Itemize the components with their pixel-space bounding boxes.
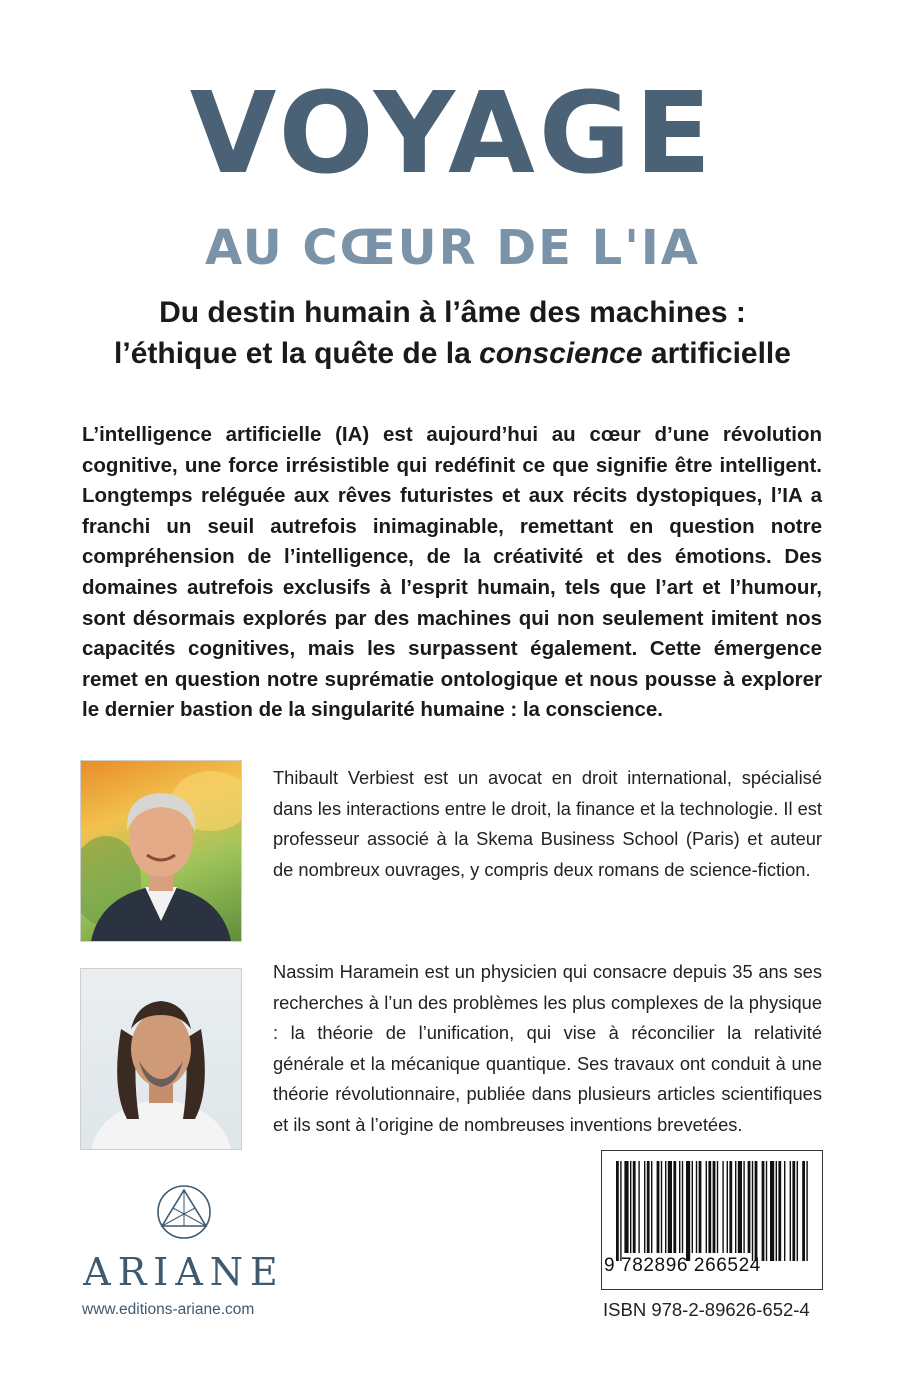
- tagline: [40, 292, 865, 374]
- barcode-bar: [673, 1161, 676, 1253]
- barcode-bar: [762, 1161, 765, 1261]
- barcode-bar: [620, 1161, 621, 1261]
- barcode-bar: [644, 1161, 645, 1253]
- publisher-website: www.editions-ariane.com: [82, 1301, 255, 1318]
- barcode-bar: [679, 1161, 680, 1253]
- barcode-bar: [790, 1161, 791, 1261]
- barcode-bar: [802, 1161, 805, 1261]
- publisher-name: ARIANE: [83, 1250, 285, 1294]
- author-photo-verbiest: [80, 760, 242, 942]
- portrait-verbiest-image: [81, 761, 241, 941]
- tagline-part-b: artificielle: [642, 337, 791, 370]
- barcode-bar: [682, 1161, 683, 1253]
- author-bio-verbiest: Thibault Verbiest est un avocat en droit international, spécialisé dans les interactions entre le droit, la finance et la technologie. Il est professeur associé à la Skema Business School (Paris) et auteur de nombreux ouvrages, y compris deux romans de science-fiction.: [273, 767, 822, 880]
- barcode-bar: [797, 1161, 798, 1261]
- barcode-bar: [743, 1161, 744, 1253]
- barcode-bar: [638, 1161, 639, 1253]
- barcode-bar: [661, 1161, 662, 1253]
- barcode-bar: [651, 1161, 652, 1253]
- barcode-bar: [686, 1161, 690, 1261]
- barcode-bar: [755, 1161, 758, 1261]
- barcode-bar: [729, 1161, 732, 1253]
- barcode-bar: [727, 1161, 728, 1253]
- barcode-bar: [722, 1161, 723, 1253]
- tagline-emphasis: conscience: [479, 337, 643, 370]
- barcode-bar: [630, 1161, 631, 1253]
- barcode-bar: [752, 1161, 753, 1261]
- barcode-bar: [665, 1161, 666, 1253]
- barcode-bar: [708, 1161, 711, 1253]
- barcode-bar: [806, 1161, 807, 1261]
- tagline-part-a: l’éthique et la quête de la: [114, 337, 480, 370]
- barcode-bar: [735, 1161, 736, 1253]
- barcode-bar: [766, 1161, 767, 1261]
- barcode-bar: [699, 1161, 702, 1253]
- barcode-bar: [792, 1161, 795, 1261]
- barcode-bar: [624, 1161, 628, 1253]
- tagline-line-1: Du destin humain à l’âme des machines :: [159, 296, 746, 329]
- barcode-bar: [713, 1161, 716, 1253]
- barcode-bar: [616, 1161, 619, 1261]
- barcode-bar: [748, 1161, 751, 1253]
- triangle-in-circle-icon: [154, 1182, 214, 1242]
- barcode-bar: [692, 1161, 693, 1253]
- barcode-bar: [633, 1161, 636, 1253]
- barcode-digits: 9 782896 266524: [604, 1255, 761, 1276]
- barcode-bar: [647, 1161, 650, 1253]
- barcode-bar: [696, 1161, 697, 1253]
- tagline-line-2: [40, 333, 865, 374]
- book-description: L’intelligence artificielle (IA) est aujourd’hui au cœur d’une révolution cognitive, une force irrésistible qui redéfinit ce que signifie être intelligent. Longtemps reléguée aux rêves futuristes et aux récits dystopiques, l’IA a franchi un seuil autrefois inimaginable, remettant en question notre compréhension de l’intelligence, de la créativité et des émotions. Des domaines autrefois exclusifs à l’esprit humain, tels que l’art et l’humour, sont désormais explorés par des machines qui non seulement imitent nos capacités cognitives, mais les surpassent également. Cette émergence remet en question notre suprématie ontologique et nous pousse à explorer le dernier bastion de la singularité humaine : la conscience.: [82, 423, 822, 722]
- book-subtitle: AU CŒUR DE L'IA: [205, 220, 700, 276]
- barcode-bar: [717, 1161, 718, 1253]
- barcode-bar: [776, 1161, 777, 1261]
- barcode-bar: [706, 1161, 707, 1253]
- barcode-bar: [778, 1161, 781, 1261]
- barcode-bar: [668, 1161, 672, 1253]
- isbn: ISBN 978-2-89626-652-4: [603, 1299, 810, 1320]
- portrait-haramein-image: [81, 969, 241, 1149]
- author-bio-haramein: Nassim Haramein est un physicien qui consacre depuis 35 ans ses recherches à l’un des problèmes les plus complexes de la physique : la théorie de l’unification, qui vise à réconcilier la relativité générale et la mécanique quantique. Ses travaux ont conduit à une théorie révolutionnaire, publiée dans plusieurs articles scientifiques et ils sont à l’origine de nombreuses inventions brevetées.: [273, 961, 822, 1135]
- barcode-bar: [770, 1161, 774, 1261]
- barcode-bar: [784, 1161, 785, 1261]
- barcode-bar: [657, 1161, 660, 1253]
- publisher-logo: [80, 1182, 288, 1294]
- barcode-bar: [738, 1161, 742, 1253]
- author-photo-haramein: [80, 968, 242, 1150]
- book-title: VOYAGE: [189, 69, 716, 199]
